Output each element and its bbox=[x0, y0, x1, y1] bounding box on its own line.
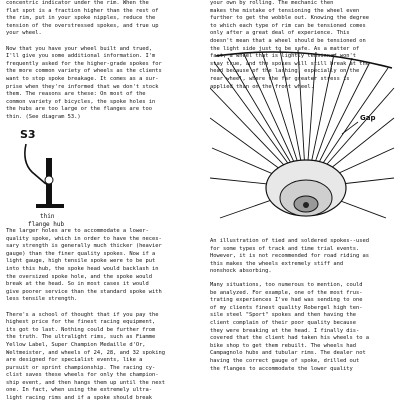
caption-line: However, it is not recommended for road riding as bbox=[210, 253, 370, 260]
text-line: the rim, put in your spoke nipples, reduce the bbox=[6, 15, 156, 22]
text-line: covered that the client had taken his wheels to a bbox=[210, 335, 370, 342]
wheel-hub-illustration bbox=[210, 45, 396, 236]
right-column-bottom-text bbox=[210, 282, 369, 373]
text-line bbox=[6, 38, 198, 46]
text-line: concentric indicator under the rim. When the bbox=[6, 0, 149, 6]
text-line: them. The reasons are these: On most of the bbox=[6, 91, 146, 98]
spoke-line bbox=[25, 144, 46, 184]
caption-line: An illustration of tied and soldered spokes--used bbox=[210, 238, 370, 244]
text-line: to which each type of rim can be tensioned comes bbox=[210, 22, 366, 29]
text-line: pursuit or sprint championship. The racing cy- bbox=[6, 364, 156, 371]
left-column-top-text bbox=[6, 0, 198, 122]
text-line: the truth. The ultralight rims, such as Fiamme bbox=[6, 334, 156, 341]
text-line: highest price for the finest racing equipment, bbox=[6, 319, 156, 326]
text-line: the oversized spoke hole, and the spoke would bbox=[6, 273, 153, 280]
text-line: Campagnolo hubs and tubular rims. The dealer not bbox=[210, 350, 366, 357]
text-line: bike shop to get them rebuilt. The wheels had bbox=[210, 342, 357, 349]
text-line bbox=[6, 304, 165, 312]
text-line: Weltmeister, and wheels of 24, 28, and 32 spoking bbox=[6, 349, 166, 356]
diagram-53-thin-flange-hub bbox=[6, 122, 198, 230]
text-line: Yellow Label, Super Champion Medaille d'Or, bbox=[6, 341, 146, 348]
text-line: of my clients finest quality Robergel high ten- bbox=[210, 304, 363, 311]
spoke-hole bbox=[45, 176, 53, 184]
text-line: the hubs are too large or the flanges are too bbox=[6, 106, 153, 113]
rim-arc bbox=[216, 52, 392, 68]
text-line: frequently asked for the higher-grade spokes for bbox=[6, 60, 162, 67]
text-line: further to get the wobble out. Knowing the degree bbox=[210, 15, 370, 22]
text-line: I'll give you some additional information. I'm bbox=[6, 53, 156, 60]
text-line: fact, a wheel that is lightly tensioned won't bbox=[210, 53, 357, 60]
text-line: having the correct gauge of spoke, drilled out bbox=[210, 357, 360, 364]
text-line: common variety of bicycles, the spoke holes in bbox=[6, 98, 156, 105]
text-line: There's a school of thought that if you pay the bbox=[6, 311, 159, 318]
text-line: one. In fact, when using the extremely ultra- bbox=[6, 387, 153, 394]
wheel-illustration-caption bbox=[210, 238, 369, 276]
diagram-53-caption-line-2: flange hub bbox=[28, 221, 65, 228]
text-line: break at the head. So in most cases it would bbox=[6, 281, 149, 288]
text-line: light racing rims and if a spoke should break bbox=[6, 395, 153, 402]
text-line: ship event, and then hangs them up until the next bbox=[6, 379, 166, 386]
text-line: prise when they're informed that we don't stock bbox=[6, 83, 159, 90]
text-line: less tensile strength. bbox=[6, 296, 78, 303]
caption-line: this makes the wheels extremely stiff and bbox=[210, 260, 344, 267]
text-line: trating experiences I've had was sending to one bbox=[210, 297, 363, 304]
diagram-53-number: S3 bbox=[20, 128, 36, 141]
text-line: the flanges to accommodate the lower quality bbox=[210, 365, 353, 372]
left-column-bottom-text bbox=[6, 228, 165, 403]
text-line: be analyzed. For example, one of the most frus- bbox=[210, 289, 363, 296]
text-line: client complain of their poor quality because bbox=[210, 319, 357, 326]
text-line: head because of the lashing, especially on the bbox=[210, 68, 360, 75]
hub-axle bbox=[303, 202, 309, 208]
text-line: stay true, and the spokes will still break at the bbox=[210, 60, 370, 67]
text-line: flat spot is a fraction higher than the rest of bbox=[6, 7, 159, 14]
hand-annotation-label: Gap bbox=[360, 114, 376, 122]
text-line: your own by rolling. The mechanic then bbox=[210, 0, 334, 6]
text-line: tension of the overstressed spokes, and true up bbox=[6, 22, 159, 29]
text-line: gauge) than the finer quality spokes. Now if a bbox=[6, 250, 156, 257]
text-line: doesn't mean that a wheel should be tensioned on bbox=[210, 37, 366, 44]
text-line: its got to last. Nothing could be further from bbox=[6, 326, 156, 333]
hub-base bbox=[36, 204, 64, 208]
text-line: your wheel. bbox=[6, 30, 42, 37]
text-line: thin. (See diagram 53.) bbox=[6, 113, 81, 120]
text-line: makes the mistake of tensioning the wheel even bbox=[210, 7, 360, 14]
caption-line: for some types of track and time trial events. bbox=[210, 245, 360, 252]
text-line: light gauge, high tensile spoke were to be put bbox=[6, 258, 156, 265]
diagram-53-caption-line-1: thin bbox=[40, 213, 55, 220]
text-line: want to stop spoke breakage. It comes as a sur- bbox=[6, 75, 159, 82]
text-line: they were breaking at the head. I finally dis- bbox=[210, 327, 360, 334]
text-line: the more common variety of wheels as the clients bbox=[6, 68, 162, 75]
text-line: the light side just to be safe. As a matter of bbox=[210, 45, 360, 52]
text-line: quality spoke, which in order to have the neces- bbox=[6, 235, 162, 242]
text-line: Many situations, too numerous to mention, could bbox=[210, 282, 363, 288]
text-line: applied than on the front wheel. bbox=[210, 83, 314, 90]
text-line: rear wheel, where the far greater stress is bbox=[210, 75, 350, 82]
text-line: only after a great deal of experience. This bbox=[210, 30, 350, 37]
text-line: into this hub, the spoke head would backlash in bbox=[6, 265, 159, 272]
text-line: give poorer service than the standard spoke with bbox=[6, 288, 162, 295]
text-line: The larger holes are to accommodate a lower- bbox=[6, 228, 149, 234]
text-line: clist saves these wheels for only the champion- bbox=[6, 372, 159, 379]
text-line: sary strength is generally much thicker (heavier bbox=[6, 243, 162, 250]
text-line: Now that you have your wheel built and trued, bbox=[6, 45, 153, 52]
caption-line: nonshock absorbing. bbox=[210, 268, 272, 275]
text-line: sile steel "Sport" spokes and then having the bbox=[210, 312, 357, 319]
text-line: are designed for specialist events, like a bbox=[6, 357, 143, 364]
